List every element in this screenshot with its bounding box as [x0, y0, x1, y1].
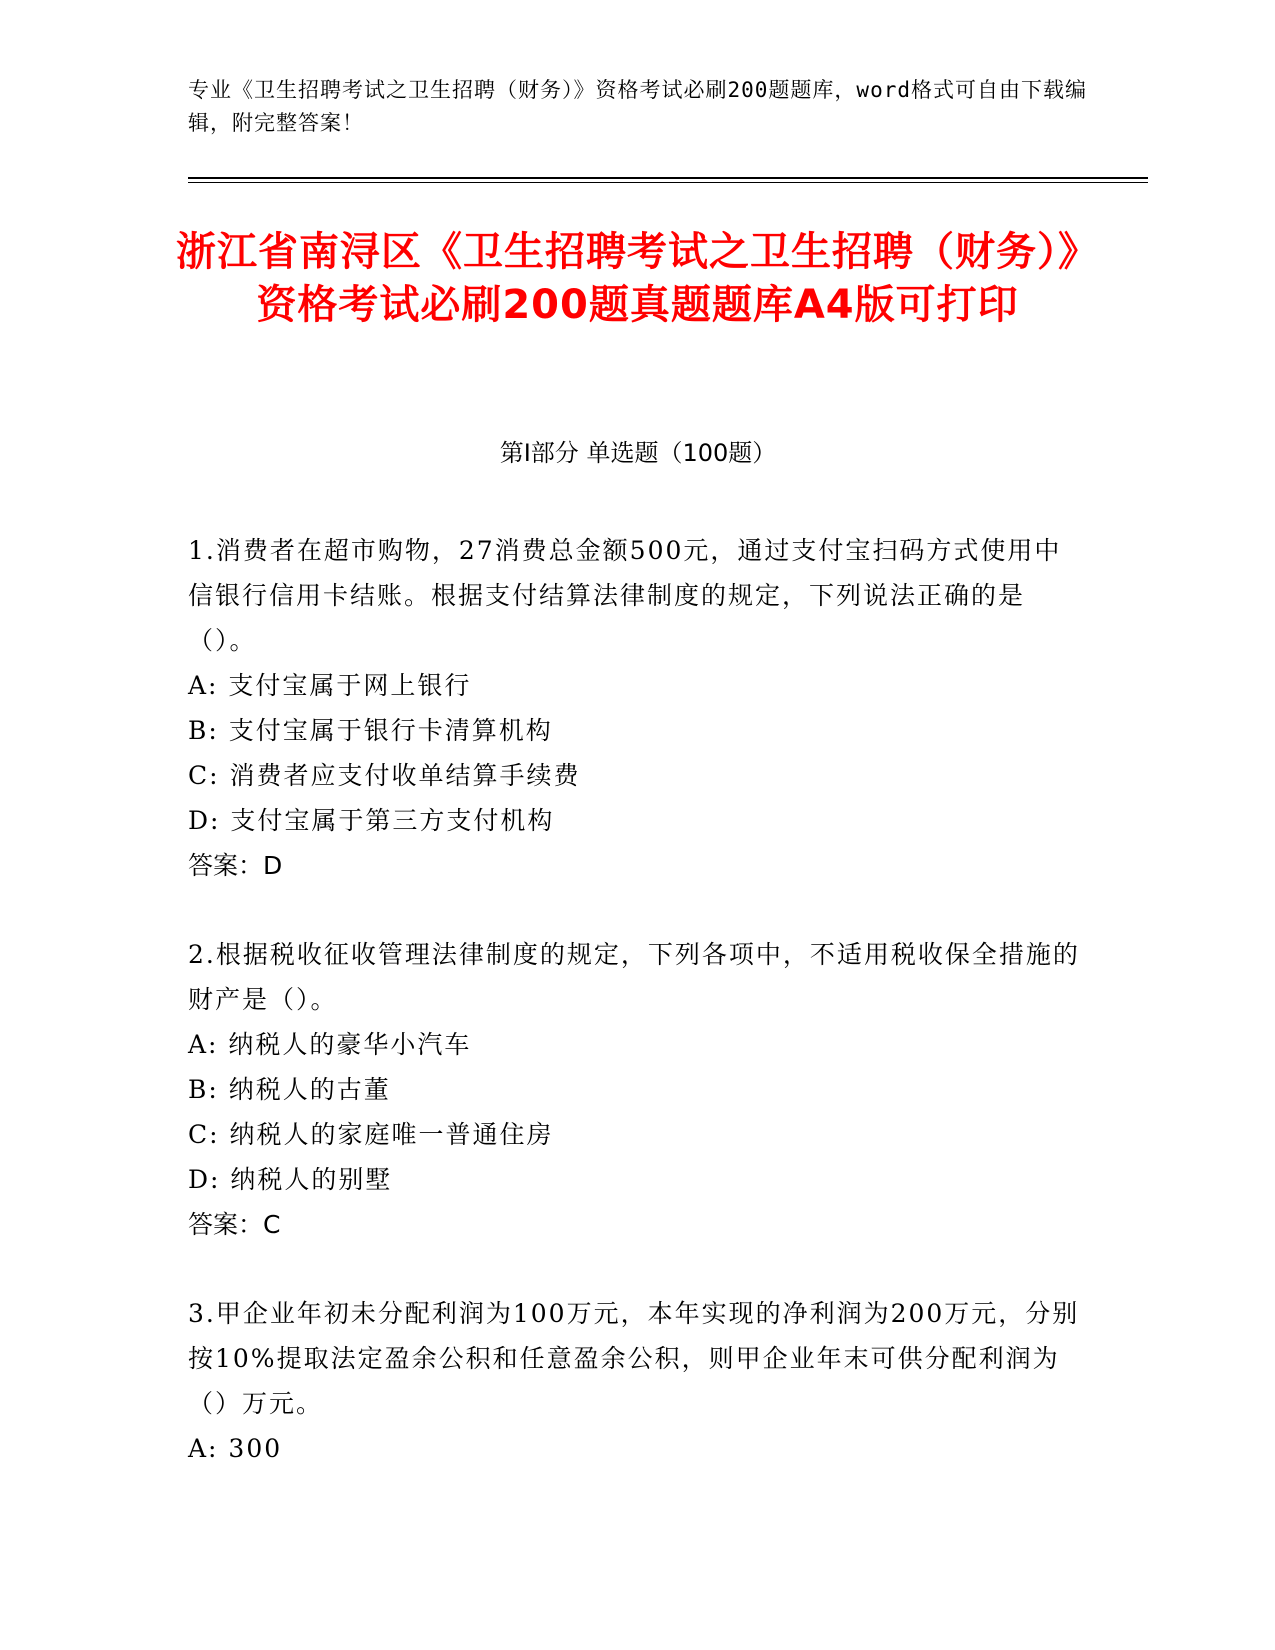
question-list	[188, 528, 1088, 1515]
answer: 答案：C	[188, 1210, 281, 1239]
option-d: D: 纳税人的别墅	[188, 1165, 393, 1194]
option-a: A: 支付宝属于网上银行	[188, 671, 472, 700]
question-2	[188, 932, 1088, 1247]
option-b: B: 纳税人的古董	[188, 1075, 391, 1104]
option-a: A: 300	[188, 1434, 283, 1463]
question-3	[188, 1291, 1088, 1471]
document-title: 浙江省南浔区《卫生招聘考试之卫生招聘（财务）》资格考试必刷200题真题题库A4版可打印	[176, 229, 1099, 328]
option-d: D: 支付宝属于第三方支付机构	[188, 806, 555, 835]
question-stem: 2.根据税收征收管理法律制度的规定，下列各项中，不适用税收保全措施的财产是（）。	[188, 940, 1080, 1014]
option-b: B: 支付宝属于银行卡清算机构	[188, 716, 553, 745]
option-c: C: 纳税人的家庭唯一普通住房	[188, 1120, 554, 1149]
question-stem: 3.甲企业年初未分配利润为100万元，本年实现的净利润为200万元，分别按10%提取法定盈余公积和任意盈余公积，则甲企业年末可供分配利润为（）万元。	[188, 1299, 1080, 1418]
question-stem: 1.消费者在超市购物，27消费总金额500元，通过支付宝扫码方式使用中信银行信用卡结账。根据支付结算法律制度的规定，下列说法正确的是（）。	[188, 536, 1062, 655]
question-1	[188, 528, 1088, 888]
header-note: 专业《卫生招聘考试之卫生招聘（财务）》资格考试必刷200题题库，word格式可自由下载编辑，附完整答案！	[188, 78, 1087, 135]
section-title: 第Ⅰ部分 单选题（100题）	[499, 439, 777, 467]
header-divider-thick	[188, 177, 1148, 179]
header-divider-thin	[188, 182, 1148, 183]
option-a: A: 纳税人的豪华小汽车	[188, 1030, 472, 1059]
answer: 答案：D	[188, 851, 283, 880]
option-c: C: 消费者应支付收单结算手续费	[188, 761, 581, 790]
